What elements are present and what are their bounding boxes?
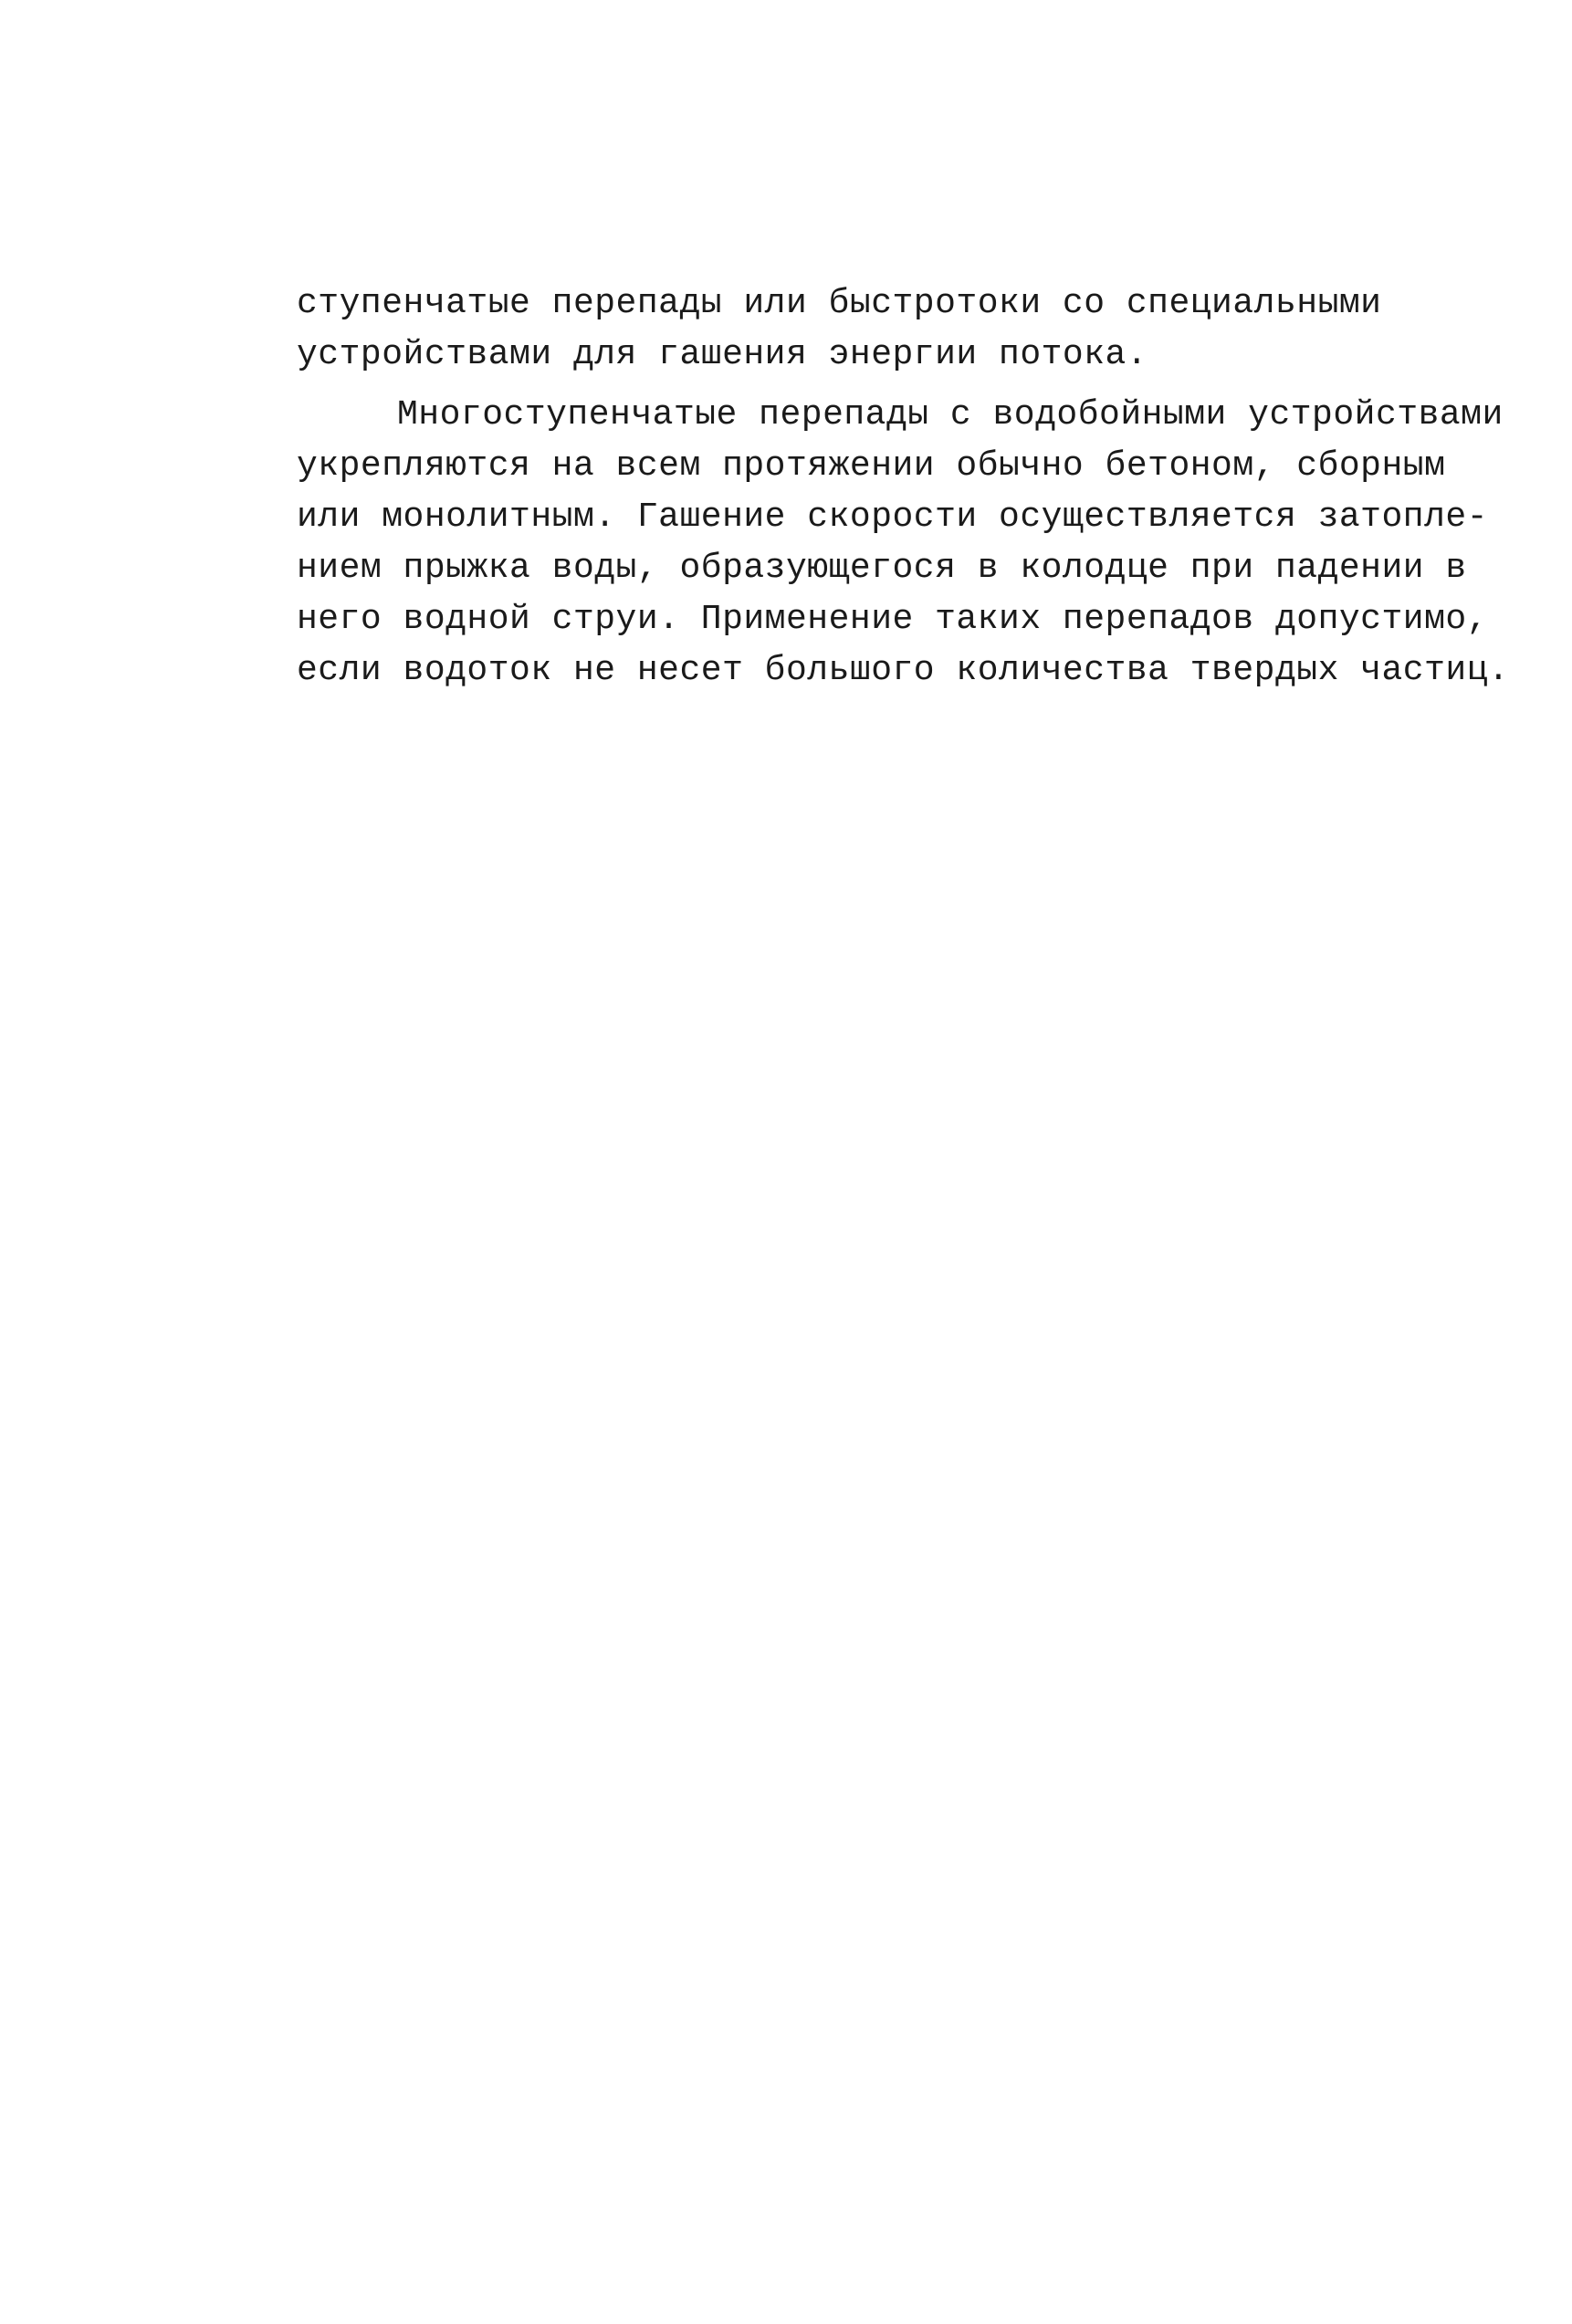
body-text <box>297 278 1511 696</box>
text-line: Многоступенчатые перепады с водобойными устройствами <box>397 395 1504 434</box>
text-line: укрепляются на всем протяжении обычно бетоном, сборным <box>297 446 1446 486</box>
text-line: или монолитным. Гашение скорости осуществляется затопле- <box>297 497 1489 537</box>
text-line: если водоток не несет большого количества твердых частиц. <box>297 651 1510 690</box>
text-line: нием прыжка воды, образующегося в колодце при падении в <box>297 549 1467 588</box>
paragraph-gap <box>297 381 1511 390</box>
text-line: него водной струи. Применение таких перепадов допустимо, <box>297 600 1489 639</box>
text-line: ступенчатые перепады или быстротоки со специальными <box>297 284 1382 323</box>
text-line: устройствами для гашения энергии потока. <box>297 335 1148 374</box>
